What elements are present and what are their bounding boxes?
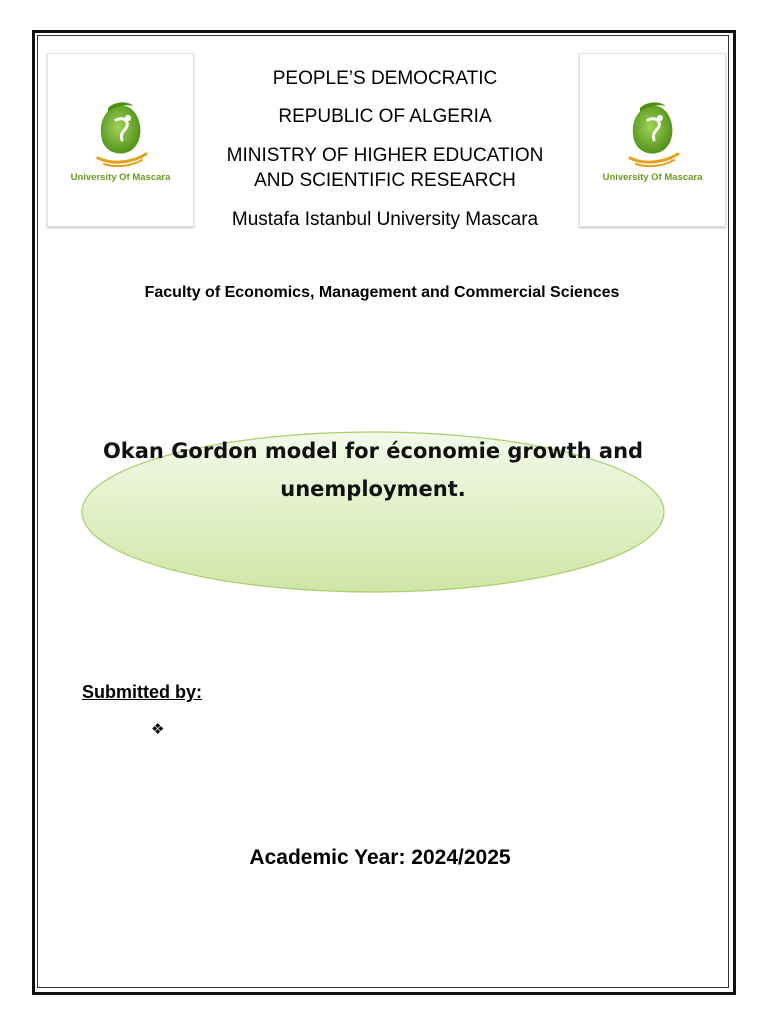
faculty-name: Faculty of Economics, Management and Commercial Sciences	[144, 284, 620, 301]
logo-caption: University Of Mascara	[602, 171, 703, 183]
header-ministry-line1: MINISTRY OF HIGHER EDUCATION	[226, 145, 544, 166]
document-title	[60, 432, 686, 508]
university-emblem-icon	[90, 98, 152, 170]
academic-year: Academic Year: 2024/2025	[249, 846, 511, 869]
title-line1: Okan Gordon model for économie growth and	[102, 439, 644, 463]
logo-caption: University Of Mascara	[70, 171, 171, 183]
university-logo-right	[579, 53, 726, 227]
university-emblem-icon	[622, 98, 684, 170]
header-country-line1: PEOPLE’S DEMOCRATIC	[272, 68, 498, 89]
bullet-diamond-icon: ❖	[151, 720, 165, 738]
header-ministry-line2: AND SCIENTIFIC RESEARCH	[254, 170, 516, 191]
submitted-by-label: Submitted by:	[82, 682, 202, 702]
university-logo-left	[47, 53, 194, 227]
title-line2: unemployment.	[280, 477, 466, 501]
header-country-line2: REPUBLIC OF ALGERIA	[278, 106, 492, 127]
header-university: Mustafa Istanbul University Mascara	[231, 209, 539, 230]
